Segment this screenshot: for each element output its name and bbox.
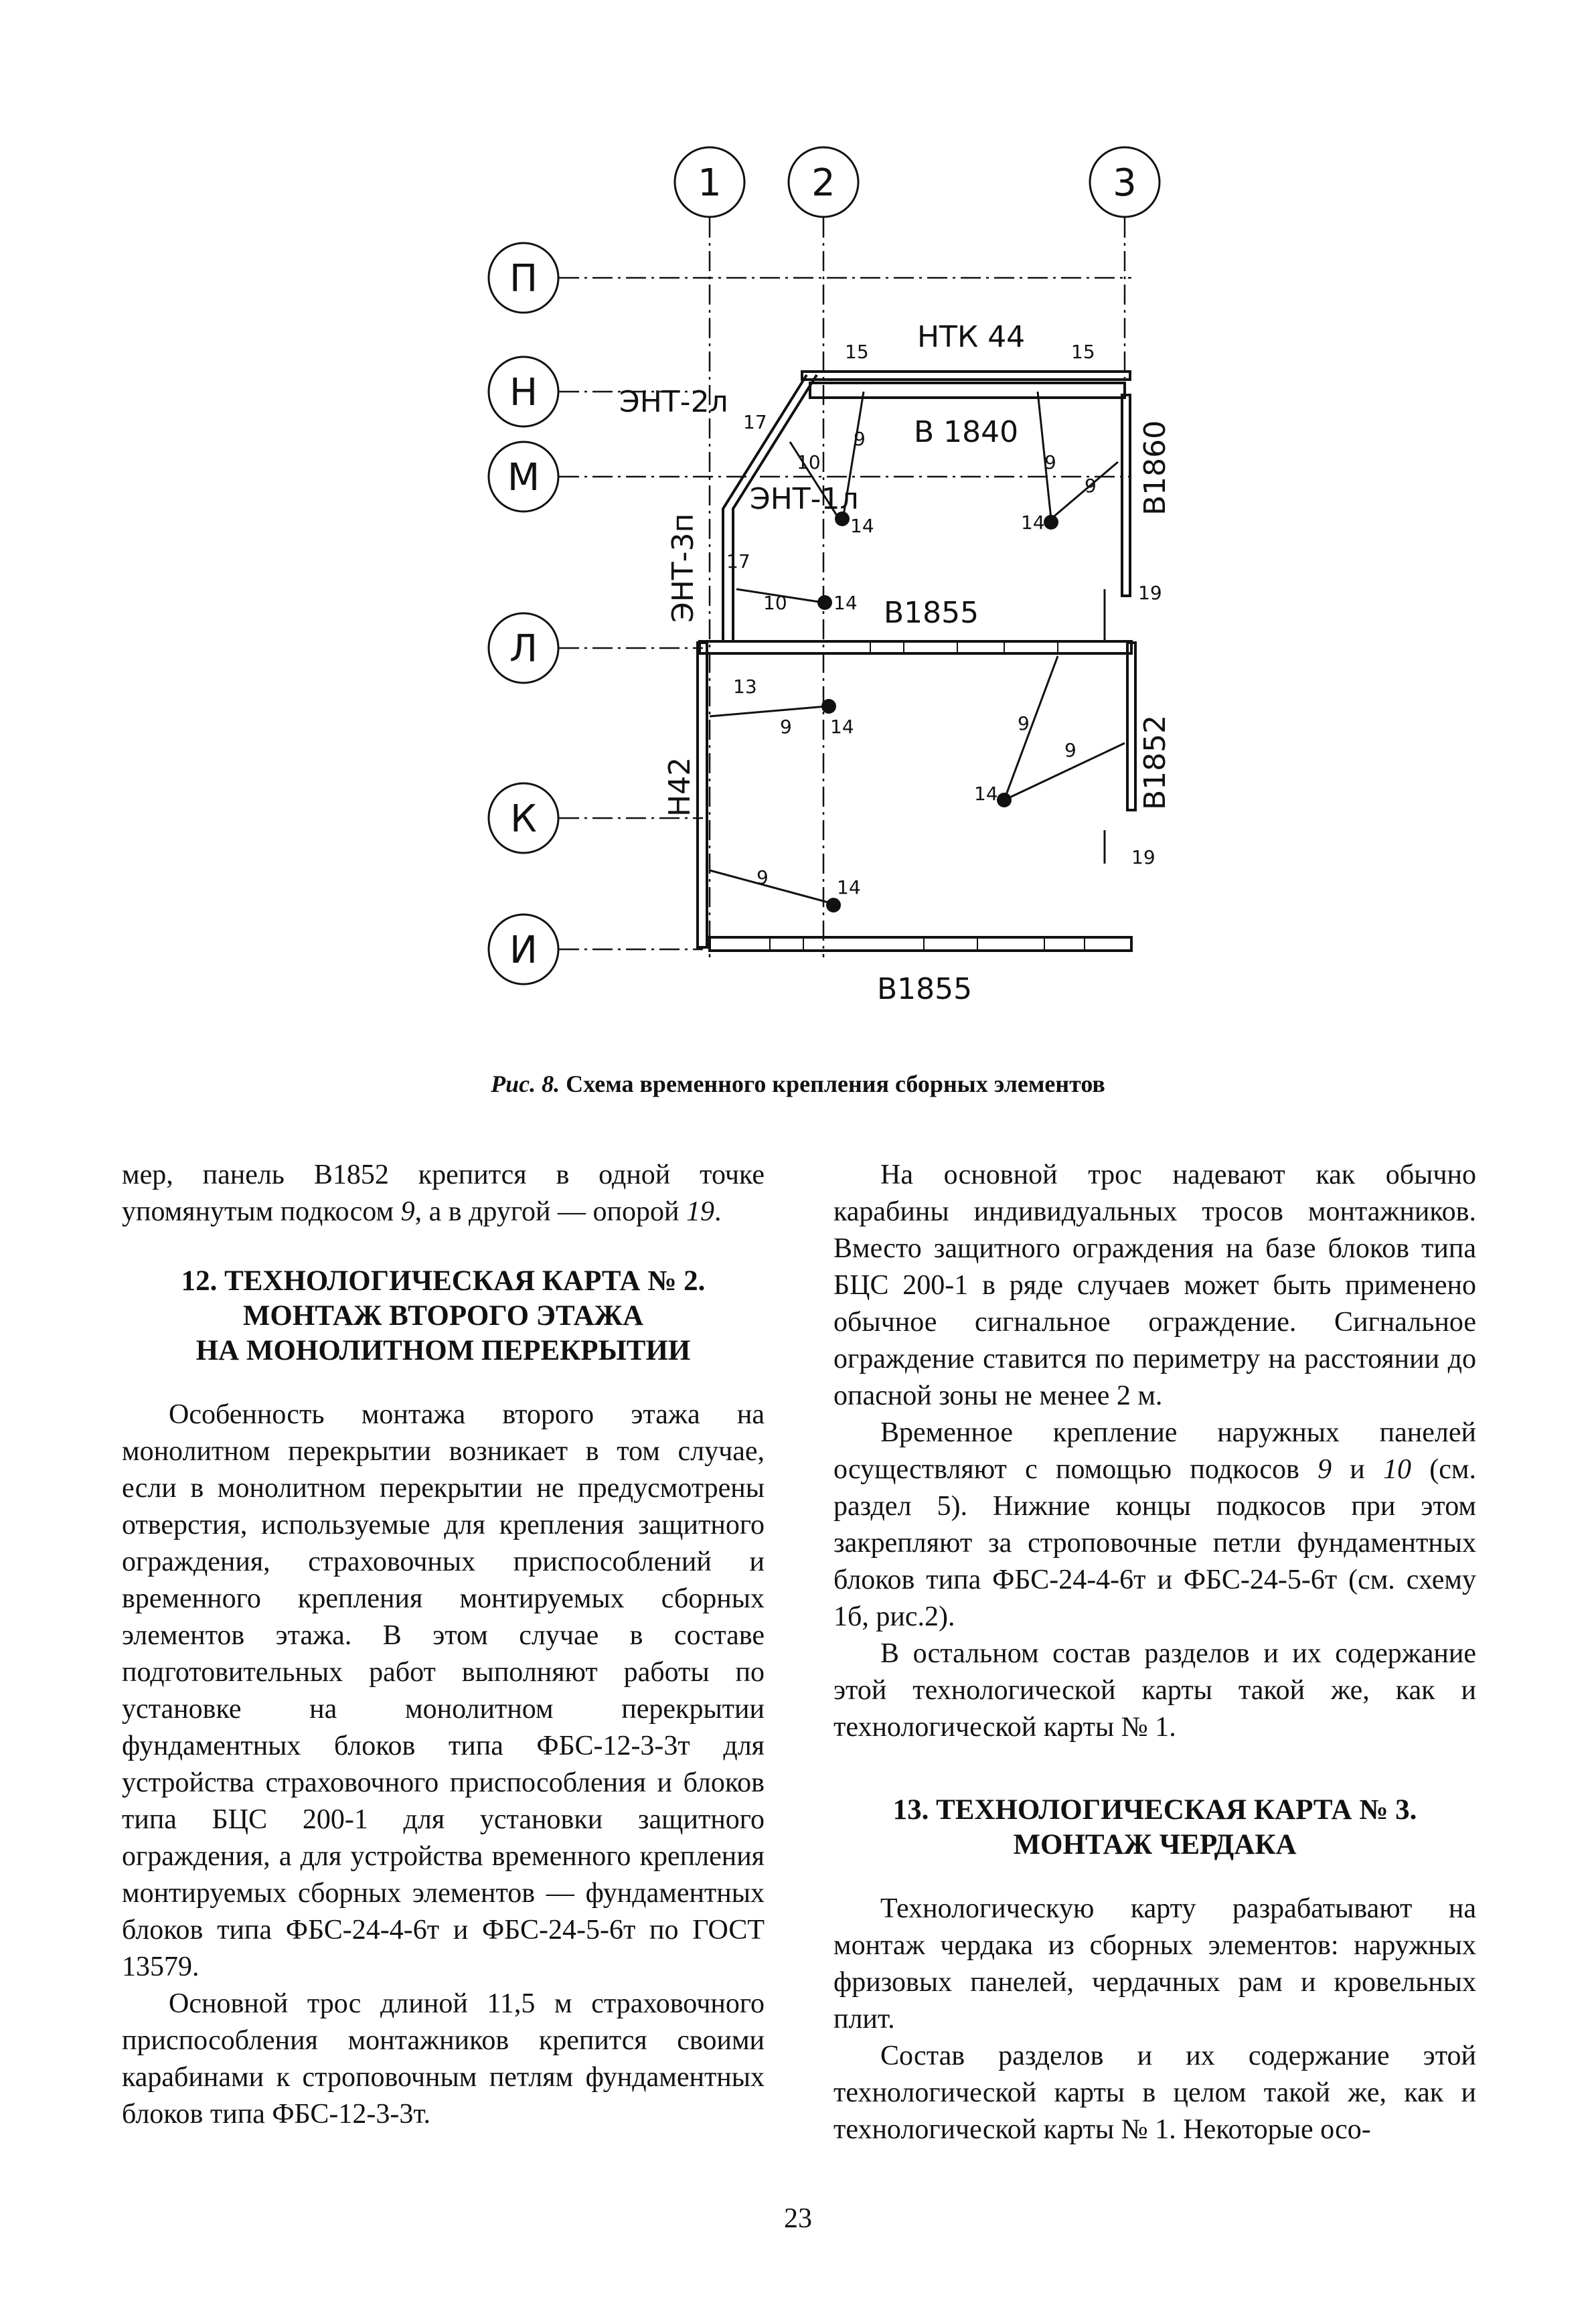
num-9-a: 9 bbox=[854, 428, 866, 450]
right-paragraph-1: На основной трос надевают как обычно карабины индивидуальных тросов монтажников. Вместо защитного ограждения на базе блоков типа БЦС 200-1 в ряде случаев может быть применено обычное сигнальное ограждение. Сигнальное ограждение ставится по периметру на расстоянии до опасной зоны не менее 2 м. bbox=[833, 1160, 1476, 1411]
num-15-a: 15 bbox=[845, 341, 869, 363]
num-10-b: 10 bbox=[763, 592, 787, 614]
num-13: 13 bbox=[733, 676, 757, 698]
label-b1855-top: В1855 bbox=[884, 596, 979, 630]
page-number: 23 bbox=[784, 2203, 812, 2234]
num-14-e: 14 bbox=[974, 783, 998, 805]
num-9-e: 9 bbox=[1018, 712, 1030, 734]
axis-label-p: П bbox=[509, 257, 538, 301]
num-9-d: 9 bbox=[780, 716, 792, 738]
num-9-c: 9 bbox=[1085, 475, 1097, 497]
label-ent3p: ЭНТ-3п bbox=[666, 513, 700, 623]
figure-caption-prefix: Рис. 8. bbox=[491, 1070, 560, 1097]
left-paragraph-continued: мер, панель В1852 крепится в одной точке упомянутым подкосом 9, а в другой — опорой 19. bbox=[122, 1160, 765, 1227]
bracing-scheme-drawing bbox=[442, 121, 1218, 1031]
num-17-b: 17 bbox=[726, 550, 750, 572]
axis-label-n: Н bbox=[509, 371, 538, 414]
label-ent2l: ЭНТ-2л bbox=[619, 385, 728, 419]
figure-caption bbox=[0, 1070, 1596, 1098]
num-14-c: 14 bbox=[833, 592, 858, 614]
construction-diagram bbox=[442, 121, 1218, 1031]
section-12-paragraph-1: Особенность монтажа второго этажа на монолитном перекрытии возникает в том случае, если в монолитном перекрытии не предусмотрены отверстия, используемые для крепления защитного ограждения, страховочных приспособлений и временного крепления монтируемых сборных элементов этажа. В этом случае в составе подготовительных работ выполняют работы по установке на монолитном перекрытии фундаментных блоков типа ФБС-12-3-3т для устройства страховочного приспособления и блоков типа БЦС 200-1 для установки защитного ограждения, а для устройства временного крепления монтируемых сборных элементов — фундаментных блоков типа ФБС-24-4-6т и ФБС-24-5-6т по ГОСТ 13579. bbox=[122, 1399, 765, 1982]
num-14-f: 14 bbox=[837, 876, 861, 898]
axis-label-i: И bbox=[509, 929, 538, 972]
axis-label-k: К bbox=[510, 797, 537, 841]
num-14-b: 14 bbox=[1021, 511, 1045, 534]
num-9-g: 9 bbox=[756, 866, 769, 888]
section-12-paragraph-2: Основной трос длиной 11,5 м страховочного приспособления монтажников крепится своими карабинами к строповочным петлям фундаментных блоков типа ФБС-12-3-3т. bbox=[122, 1988, 765, 2130]
num-19-a: 19 bbox=[1138, 582, 1162, 604]
axis-label-2: 2 bbox=[811, 161, 835, 205]
num-9-b: 9 bbox=[1044, 451, 1056, 473]
right-column bbox=[833, 1157, 1476, 2148]
num-15-b: 15 bbox=[1071, 341, 1095, 363]
section-13-paragraph-2: Состав разделов и их содержание этой технологической карты в целом такой же, как и технологической карты № 1. Некоторые осо- bbox=[833, 2041, 1476, 2145]
axis-label-l: Л bbox=[509, 627, 538, 671]
grid-axes bbox=[559, 218, 1131, 957]
num-19-b: 19 bbox=[1131, 846, 1155, 868]
left-column bbox=[122, 1157, 765, 2133]
panels-outline bbox=[698, 372, 1135, 951]
axis-label-1: 1 bbox=[698, 161, 722, 205]
num-17-a: 17 bbox=[743, 411, 767, 433]
section-13-paragraph-1: Технологическую карту разрабатывают на монтаж чердака из сборных элементов: наружных фризовых панелей, чердачных рам и кровельных плит. bbox=[833, 1893, 1476, 2035]
label-b1840: В 1840 bbox=[914, 415, 1019, 449]
right-paragraph-3: В остальном состав разделов и их содержание этой технологической карты такой же, как и технологической карты № 1. bbox=[833, 1638, 1476, 1743]
num-14-d: 14 bbox=[830, 716, 854, 738]
section-13-heading: 13. ТЕХНОЛОГИЧЕСКАЯ КАРТА № 3. МОНТАЖ ЧЕРДАКА bbox=[892, 1794, 1417, 1860]
label-b1855-bottom: В1855 bbox=[877, 972, 973, 1006]
label-n42: Н42 bbox=[663, 757, 697, 817]
bracing-struts bbox=[710, 392, 1125, 904]
label-ent1l: ЭНТ-1л bbox=[750, 482, 859, 516]
label-ntk44: НТК 44 bbox=[917, 320, 1026, 354]
label-b1852: В1852 bbox=[1138, 714, 1172, 810]
figure-caption-text: Схема временного крепления сборных элементов bbox=[566, 1070, 1105, 1097]
num-10-a: 10 bbox=[797, 451, 821, 473]
right-paragraph-2: Временное крепление наружных панелей осуществляют с помощью подкосов 9 и 10 (см. раздел 5). Нижние концы подкосов при этом закрепляют за строповочные петли фундаментных блоков типа ФБС-24-4-6т и ФБС-24-5-6т (см. схему 1б, рис.2). bbox=[833, 1417, 1476, 1632]
num-14-a: 14 bbox=[850, 515, 874, 537]
label-b1860: В1860 bbox=[1138, 420, 1172, 515]
panel-hatching bbox=[770, 641, 1085, 951]
section-12-heading: 12. ТЕХНОЛОГИЧЕСКАЯ КАРТА № 2. МОНТАЖ ВТОРОГО ЭТАЖА НА МОНОЛИТНОМ ПЕРЕКРЫТИИ bbox=[181, 1265, 706, 1366]
num-9-f: 9 bbox=[1064, 739, 1076, 761]
axis-label-3: 3 bbox=[1113, 161, 1137, 205]
axis-label-m: М bbox=[507, 456, 540, 499]
